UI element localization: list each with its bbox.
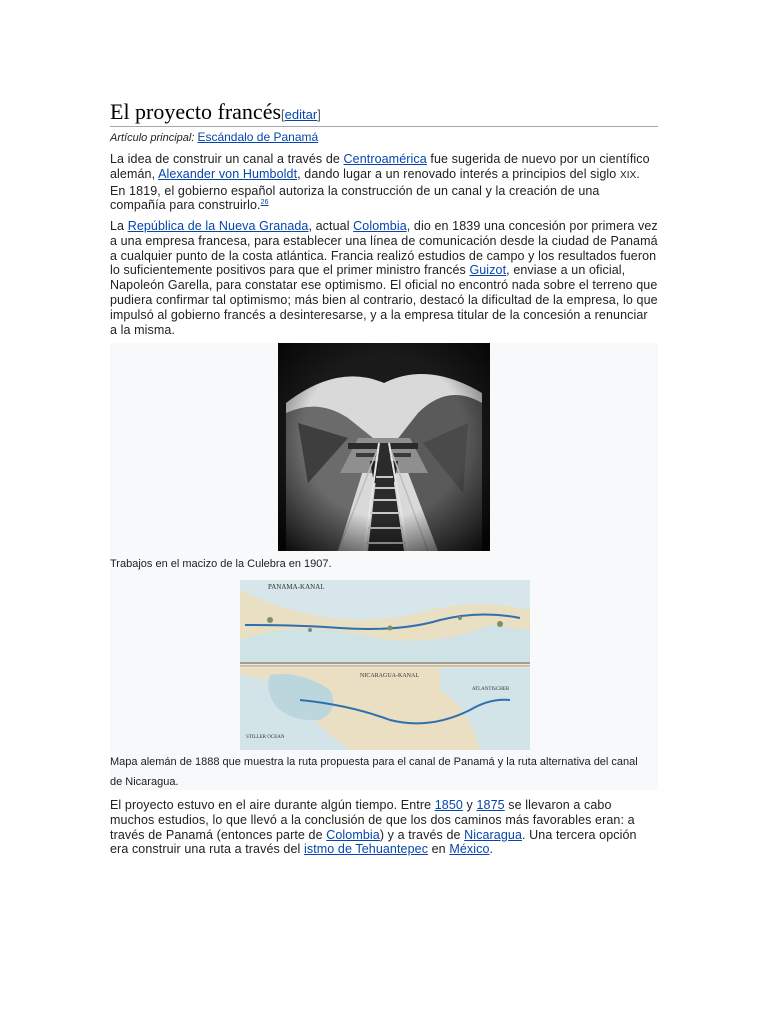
link-colombia[interactable]: Colombia — [353, 219, 407, 233]
edit-section: [editar] — [281, 107, 321, 122]
link-humboldt[interactable]: Alexander von Humboldt — [158, 166, 298, 181]
section-title: El proyecto francés — [110, 99, 282, 124]
link-1850[interactable]: 1850 — [434, 798, 463, 812]
main-article-hatnote — [110, 130, 318, 144]
map-bottom-title: NICARAGUA-KANAL — [360, 673, 419, 679]
link-colombia-2[interactable]: Colombia — [326, 827, 380, 842]
edit-link[interactable]: editar — [284, 107, 318, 122]
main-article-link[interactable]: Escándalo de Panamá — [197, 130, 319, 144]
figure-culebra — [110, 343, 658, 578]
map-top-title: PANAMA-KANAL — [268, 583, 325, 591]
section-heading — [110, 98, 658, 127]
link-guizot[interactable]: Guizot — [469, 263, 507, 278]
paragraph-3: El proyecto estuvo en el aire durante algún tiempo. Entre 1850 y 1875 se llevaron a cabo muchos estudios, lo que llevó a la conclusión de que los dos caminos más favorables eran: a través de Panamá (entonces parte de Colombia) y a través de Nicaragua. Una tercera opción era construir una ruta a través del istmo de Tehuantepec en México. — [110, 798, 637, 857]
century-numeral: XIX — [619, 169, 637, 181]
figure-map — [110, 578, 658, 790]
reference-26[interactable]: 26 — [260, 199, 269, 207]
map-ocean-label: STILLER OCEAN — [246, 735, 285, 740]
canal-map-image[interactable] — [240, 580, 530, 750]
hatnote-prefix: Artículo principal: — [110, 132, 195, 144]
link-mexico[interactable]: México — [449, 842, 490, 857]
map-caption: Mapa alemán de 1888 que muestra la ruta propuesta para el canal de Panamá y la ruta alternativa del canal de Nicaragua. — [110, 756, 638, 788]
link-nicaragua[interactable]: Nicaragua — [464, 827, 523, 842]
paragraph-2: La República de la Nueva Granada, actual Colombia, dio en 1839 una concesión por primera vez a una empresa francesa, para establecer una línea de comunicación desde la ciudad de Panamá a cualquier punto de la costa atlántica. Francia realizó estudios de campo y los resultados fueron lo suficientemente positivos para que el primer ministro francés Guizot, enviase a un oficial, Napoleón Garella, para constatar ese optimismo. El oficial no encontró nada sobre el terreno que pudiera confirmar tal optimismo; más bien al contrario, destacó la dificultad de la empresa, lo que impulsó al gobierno francés a desinteresarse, y a la empresa titular de la concesión a renunciar a la misma. — [110, 219, 658, 337]
culebra-photo[interactable] — [278, 343, 490, 551]
culebra-caption: Trabajos en el macizo de la Culebra en 1907. — [110, 558, 332, 570]
link-tehuantepec[interactable]: istmo de Tehuantepec — [303, 842, 429, 857]
link-nueva-granada[interactable]: República de la Nueva Granada — [127, 219, 309, 233]
paragraph-1: La idea de construir un canal a través de Centroamérica fue sugerida de nuevo por un científico alemán, Alexander von Humboldt, dando lugar a un renovado interés a principios del siglo XIX. En 1819, el gobierno español autoriza la construcción de un canal y la creación de una compañía para construirlo.$^{26}$ — [110, 152, 650, 213]
map-sea-label: ATLANTISCHER — [472, 687, 510, 692]
link-1875[interactable]: 1875 — [476, 798, 505, 812]
link-centroamerica[interactable]: Centroamérica — [343, 152, 427, 166]
